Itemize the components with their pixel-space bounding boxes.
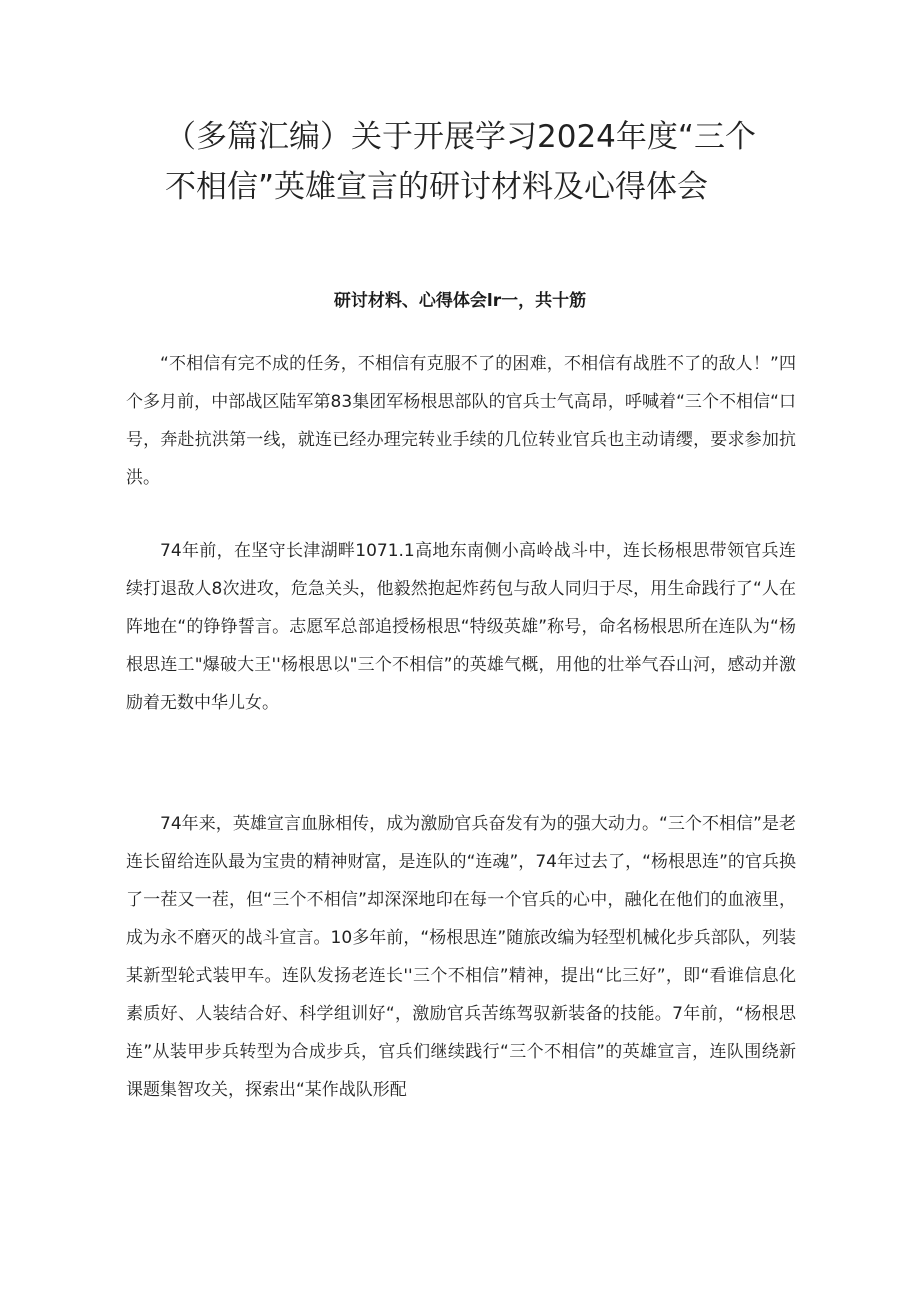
body-paragraph-1: “不相信有完不成的任务，不相信有克服不了的困难，不相信有战胜不了的敌人！”四个多月前，中部战区陆军第83集团军杨根思部队的官兵士气高昂，呼喊着“三个不相信“口号，奔赴抗洪第一线，就连已经办理完转业手续的几位转业官兵也主动请缨，要求参加抗洪。	[126, 354, 796, 488]
body-paragraph-2: 74年前，在坚守长津湖畔1071.1高地东南侧小高岭战斗中，连长杨根思带领官兵连续打退敌人8次进攻，危急关头，他毅然抱起炸药包与敌人同归于尽，用生命践行了“人在阵地在“的铮铮誓言。志愿军总部追授杨根思“特级英雄”称号，命名杨根思所在连队为“杨根思连工"爆破大王''杨根思以"三个不相信”的英雄气概，用他的壮举气吞山河，感动并激励着无数中华儿女。	[126, 541, 796, 713]
body-paragraph-3: 74年来，英雄宣言血脉相传，成为激励官兵奋发有为的强大动力。“三个不相信”是老连长留给连队最为宝贵的精神财富，是连队的“连魂”，74年过去了，“杨根思连”的官兵换了一茬又一茬，但“三个不相信”却深深地印在每一个官兵的心中，融化在他们的血液里，成为永不磨灭的战斗宣言。10多年前，“杨根思连”随旅改编为轻型机械化步兵部队，列装某新型轮式装甲车。连队发扬老连长''三个不相信”精神，提出“比三好”，即“看谁信息化素质好、人装结合好、科学组训好“，激励官兵苦练驾驭新装备的技能。7年前，“杨根思连”从装甲步兵转型为合成步兵，官兵们继续践行“三个不相信”的英雄宣言，连队围绕新课题集智攻关，探索出“某作战队形配	[126, 814, 796, 1100]
document-subtitle: 研讨材料、心得体会lr一，共十筋	[333, 291, 587, 311]
document-title: （多篇汇编）关于开展学习2024年度“三个不相信”英雄宣言的研讨材料及心得体会	[165, 119, 756, 205]
